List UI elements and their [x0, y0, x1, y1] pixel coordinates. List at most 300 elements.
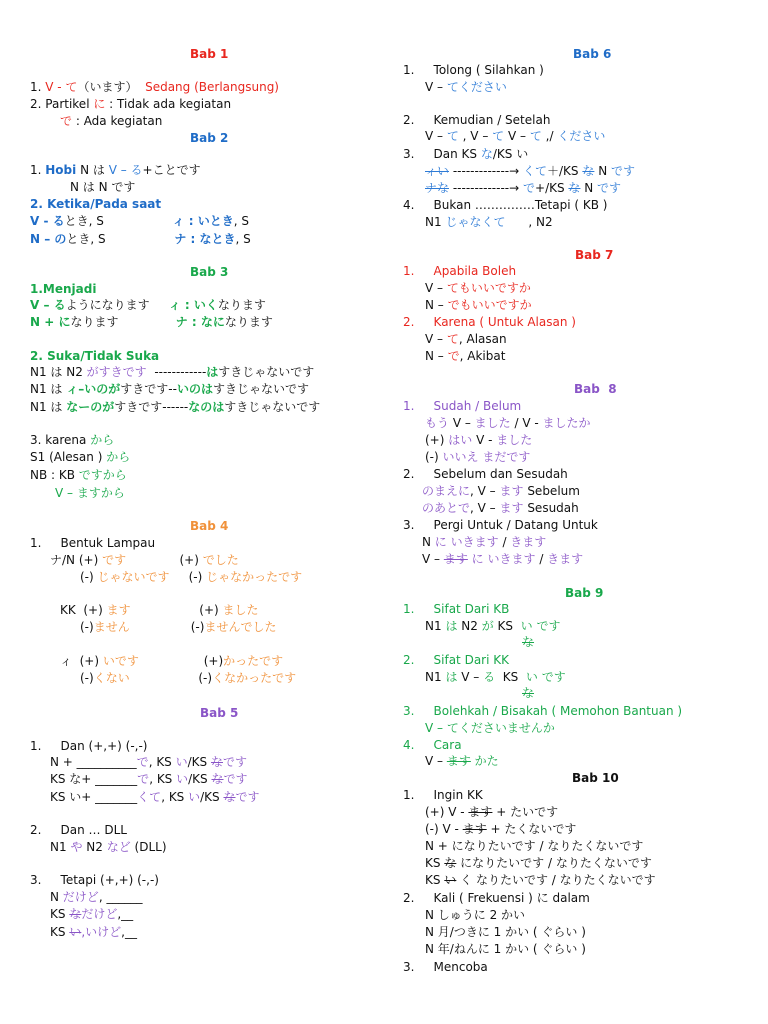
bab3-line-7-segment: すきじゃないです [224, 400, 321, 414]
bab5-line-6 [50, 839, 167, 855]
bab9-line-9-segment: Cara [433, 738, 462, 752]
bab9-line-2-segment: い です [520, 619, 561, 633]
bab6-line-1-segment: 1. Tolong ( Silahkan ) [403, 63, 544, 77]
bab9-line-2 [425, 618, 560, 634]
bab5-line-3-segment: /KS [188, 772, 212, 786]
bab7-line-3-segment: でもいいですか [447, 298, 532, 312]
bab-4-heading [190, 518, 228, 534]
bab-2-heading [190, 130, 228, 146]
bab5-line-10-segment: い [69, 925, 82, 939]
bab10-line-10 [425, 941, 586, 957]
bab4-line-6-segment: かったです [223, 654, 284, 668]
bab4-line-4-segment: KK (+) [60, 603, 107, 617]
bab1-line-1 [30, 79, 279, 95]
bab10-line-2-segment: (+) V - [425, 805, 469, 819]
bab3-line-10-segment: ですから [78, 468, 127, 482]
bab4-line-2 [50, 552, 239, 568]
bab2-line-4-segment: V - る [30, 214, 65, 228]
bab8-line-5-segment: 2. Sebelum dan Sesudah [403, 467, 568, 481]
bab-3-heading-segment: Bab 3 [190, 265, 229, 279]
bab4-line-4-segment: (+) [130, 603, 223, 617]
bab3-line-9 [30, 449, 130, 465]
bab3-line-3-segment: なります [224, 315, 273, 329]
bab5-line-10 [50, 924, 137, 940]
bab5-line-2-segment: , KS [148, 755, 176, 769]
bab8-line-2-segment: V – [449, 416, 475, 430]
bab5-line-3-segment: い [176, 772, 189, 786]
bab6-line-4-segment: て [529, 129, 542, 143]
bab9-line-5-segment: い です [525, 670, 566, 684]
bab8-line-1 [403, 398, 521, 414]
bab7-line-1-segment: 1. [403, 264, 434, 278]
bab6-line-6-segment: N [594, 164, 611, 178]
bab3-line-6-segment: すきです-- [120, 382, 177, 396]
bab9-line-9-segment: 4. [403, 738, 434, 752]
bab6-line-9 [425, 214, 553, 230]
bab7-line-5-segment: V – [425, 332, 447, 346]
bab-7-heading [575, 247, 613, 263]
bab2-line-1 [30, 162, 201, 178]
bab2-line-1-segment: +ことです [142, 163, 201, 177]
bab-3-heading [190, 264, 228, 280]
bab7-line-4 [403, 314, 576, 330]
bab10-line-8 [425, 907, 525, 923]
bab9-line-8 [425, 720, 555, 736]
bab10-line-11 [403, 959, 488, 975]
bab10-line-9 [425, 924, 586, 940]
bab10-line-2-segment: ます [468, 805, 493, 819]
bab-6-heading [573, 46, 611, 62]
bab4-line-2-segment: です [102, 553, 127, 567]
bab4-line-7 [80, 670, 296, 686]
bab1-line-3 [60, 113, 162, 129]
bab-1-heading [190, 46, 228, 62]
bab6-line-7-segment: +/KS [535, 181, 569, 195]
bab8-line-3-segment: はい [448, 433, 473, 447]
bab9-line-8-segment: V – てくださいませんか [425, 721, 555, 735]
bab2-line-1-segment: N は [76, 163, 109, 177]
bab1-line-2-segment: : Tidak ada kegiatan [105, 97, 232, 111]
bab9-line-6-segment: な [522, 686, 535, 700]
bab6-line-4-segment: ください [557, 129, 606, 143]
bab6-line-9-segment: じゃなくて [445, 215, 506, 229]
bab3-line-6 [30, 381, 309, 397]
bab9-line-2-segment: は [445, 619, 458, 633]
bab5-line-7-segment: 3. Tetapi (+,+) (-,-) [30, 873, 159, 887]
bab10-line-5-segment: な [444, 856, 457, 870]
bab8-line-9-segment: きます [510, 535, 547, 549]
bab1-line-2 [30, 96, 231, 112]
bab10-line-6-segment: く なりたいです / なりたくないです [456, 873, 656, 887]
bab6-line-7-segment: N [580, 181, 598, 195]
bab3-line-10-segment: NB : KB [30, 468, 79, 482]
bab9-line-5-segment: N1 [425, 670, 446, 684]
bab5-line-10-segment: ,__ [121, 925, 137, 939]
bab5-line-3 [50, 771, 248, 787]
bab2-line-3-segment: 2. Ketika/Pada saat [30, 197, 162, 211]
bab9-line-2-segment: が [481, 619, 494, 633]
bab4-line-2-segment: ナ/N (+) [50, 553, 103, 567]
bab5-line-4-segment: い [188, 790, 201, 804]
bab8-line-9 [422, 534, 546, 550]
bab7-line-6-segment: , Akibat [459, 349, 506, 363]
bab8-line-6-segment: Sebelum [523, 484, 580, 498]
bab6-line-3-segment: 2. Kemudian / Setelah [403, 113, 551, 127]
bab5-line-8-segment: N [50, 890, 63, 904]
bab9-line-7-segment: Bolehkah / Bisakah ( Memohon Bantuan ) [433, 704, 683, 718]
bab5-line-4-segment: です [235, 790, 260, 804]
bab6-line-1 [403, 62, 544, 78]
bab1-line-2-segment: 2. Partikel [30, 97, 94, 111]
bab3-line-7-segment: なーのが [66, 400, 115, 414]
bab2-line-2 [70, 179, 135, 195]
bab2-line-4-segment: ィ : いとき [172, 214, 234, 228]
bab1-line-1-segment: Sedang (Berlangsung) [137, 80, 279, 94]
bab9-line-7-segment: 3. [403, 704, 434, 718]
bab5-line-4-segment: , KS [161, 790, 189, 804]
bab8-line-9-segment: / [498, 535, 511, 549]
bab8-line-8-segment: 3. Pergi Untuk / Datang Untuk [403, 518, 598, 532]
bab9-line-3 [522, 634, 534, 650]
bab7-line-3-segment: N – [425, 298, 448, 312]
bab4-line-7-segment: くなかったです [212, 671, 297, 685]
bab3-line-3-segment: ナ : なに [175, 315, 225, 329]
bab-2-heading-segment: Bab 2 [190, 131, 229, 145]
bab7-line-2-segment: てもいいですか [446, 281, 531, 295]
bab9-line-7 [403, 703, 682, 719]
bab9-line-2-segment: KS [493, 619, 521, 633]
bab5-line-8 [50, 889, 142, 905]
bab4-line-7-segment: (-) [129, 671, 213, 685]
bab6-line-9-segment: N1 [425, 215, 446, 229]
bab10-line-1 [403, 787, 483, 803]
bab4-line-6-segment: ィ (+) [60, 654, 103, 668]
bab10-line-8-segment: N しゅうに 2 かい [425, 908, 526, 922]
bab8-line-10-segment: ます [443, 552, 468, 566]
bab5-line-1 [30, 738, 147, 754]
bab4-line-1 [30, 535, 155, 551]
bab6-line-4-segment: て [492, 129, 505, 143]
bab8-line-7-segment: Sesudah [523, 501, 579, 515]
bab8-line-2-segment: ました [474, 416, 511, 430]
bab10-line-9-segment: N 月/つきに 1 かい ( ぐらい ) [425, 925, 586, 939]
bab4-line-1-segment: 1. Bentuk Lampau [30, 536, 156, 550]
bab3-line-5-segment: がすきです [86, 365, 147, 379]
bab-9-heading [565, 585, 603, 601]
bab6-line-6-segment: ＋/KS [547, 164, 583, 178]
bab-9-heading-segment: Bab 9 [565, 586, 604, 600]
bab4-line-2-segment: でした [202, 553, 239, 567]
bab-4-heading-segment: Bab 4 [190, 519, 229, 533]
bab9-line-1-segment: Sifat Dari KB [433, 602, 510, 616]
bab3-line-5-segment: ------------ [146, 365, 207, 379]
bab9-line-2-segment: N1 [425, 619, 446, 633]
bab3-line-6-segment: ィ–いのが [66, 382, 121, 396]
bab5-line-6-segment: N1 [50, 840, 71, 854]
bab1-line-1-segment: （います） [77, 80, 138, 94]
bab2-line-5 [30, 231, 251, 247]
bab8-line-8 [403, 517, 598, 533]
bab2-line-4-segment: とき, S [64, 214, 173, 228]
bab4-line-2-segment: (+) [126, 553, 203, 567]
bab6-line-5-segment: /KS い [492, 147, 529, 161]
bab6-line-4-segment: , V – [458, 129, 493, 143]
bab3-line-3-segment: N + に [30, 315, 71, 329]
bab10-line-6 [425, 872, 656, 888]
bab4-line-7-segment: くない [93, 671, 130, 685]
bab8-line-10-segment: に いきます [467, 552, 536, 566]
bab7-line-5-segment: , Alasan [458, 332, 507, 346]
bab6-line-7-segment: な [568, 181, 581, 195]
bab5-line-7 [30, 872, 159, 888]
bab5-line-4 [50, 789, 260, 805]
bab1-line-3-segment: : Ada kegiatan [72, 114, 163, 128]
bab8-line-2-segment: もう [425, 416, 450, 430]
bab10-line-3-segment: ます [462, 822, 487, 836]
bab8-line-7-segment: のあとで [422, 501, 471, 515]
bab6-line-5 [403, 146, 528, 162]
bab2-line-4 [30, 213, 249, 229]
bab3-line-11 [55, 485, 125, 501]
bab2-line-5-segment: N – の [30, 232, 67, 246]
bab8-line-10-segment: / [535, 552, 548, 566]
bab1-line-2-segment: に [93, 97, 106, 111]
bab5-line-6-segment: や [70, 840, 83, 854]
bab5-line-2-segment: です [223, 755, 248, 769]
bab5-line-8-segment: だけど [62, 890, 99, 904]
bab8-line-1-segment: 1. [403, 399, 434, 413]
bab7-line-5 [425, 331, 507, 347]
bab4-line-6 [60, 653, 283, 669]
bab3-line-2-segment: ィ : いく [168, 298, 218, 312]
bab6-line-6-segment: な [582, 164, 595, 178]
bab-1-heading-segment: Bab 1 [190, 47, 229, 61]
bab1-line-1-segment: 1. [30, 80, 46, 94]
bab6-line-6-segment: ィい [425, 164, 450, 178]
bab3-line-7-segment: なのは [188, 400, 225, 414]
bab2-line-3 [30, 196, 161, 212]
bab2-line-1-segment: Hobi [45, 163, 77, 177]
bab9-line-5-segment: V – [457, 670, 484, 684]
bab9-line-3-segment: な [522, 635, 535, 649]
bab10-line-2 [425, 804, 558, 820]
bab5-line-6-segment: など [106, 840, 131, 854]
bab10-line-3-segment: (-) V - [425, 822, 463, 836]
bab8-line-6-segment: のまえに [422, 484, 471, 498]
bab5-line-3-segment: です [223, 772, 248, 786]
bab3-line-9-segment: S1 (Alesan ) [30, 450, 107, 464]
bab2-line-5-segment: ナ : なとき [174, 232, 236, 246]
bab3-line-1-segment: 1.Menjadi [30, 282, 97, 296]
bab10-line-3-segment: + たくないです [486, 822, 577, 836]
bab5-line-1-segment: 1. Dan (+,+) (-,-) [30, 739, 148, 753]
bab6-line-5-segment: 3. Dan KS [403, 147, 481, 161]
bab2-line-1-segment: 1. [30, 163, 46, 177]
bab3-line-4-segment: 2. Suka/Tidak Suka [30, 349, 160, 363]
bab5-line-4-segment: くて [137, 790, 162, 804]
bab8-line-4-segment: (-) [425, 450, 443, 464]
bab5-line-5 [30, 822, 127, 838]
bab7-line-2 [425, 280, 531, 296]
bab10-line-6-segment: KS [425, 873, 445, 887]
bab7-line-6-segment: N – [425, 349, 448, 363]
bab5-line-5-segment: 2. Dan … DLL [30, 823, 127, 837]
bab4-line-6-segment: いです [102, 654, 139, 668]
bab3-line-7 [30, 399, 320, 415]
bab6-line-4-segment: V – [425, 129, 447, 143]
bab9-line-5-segment: る [483, 670, 496, 684]
bab3-line-5-segment: N1 は N2 [30, 365, 87, 379]
bab-5-heading-segment: Bab 5 [200, 706, 239, 720]
bab6-line-7-segment: です [597, 181, 622, 195]
bab6-line-4 [425, 128, 605, 144]
bab-8-heading [574, 381, 617, 397]
bab9-line-2-segment: N2 [457, 619, 482, 633]
bab8-line-4 [425, 449, 530, 465]
bab5-line-4-segment: KS い+ _______ [50, 790, 138, 804]
bab9-line-1 [403, 601, 509, 617]
bab5-line-10-segment: ,いけど [81, 925, 122, 939]
bab2-line-2-segment: N は N です [70, 180, 136, 194]
bab5-line-2 [50, 754, 247, 770]
bab7-line-6 [425, 348, 505, 364]
bab6-line-7-segment: ナな [425, 181, 450, 195]
bab6-line-7 [425, 180, 621, 196]
bab-10-heading-segment: Bab 10 [572, 771, 619, 785]
bab4-line-5-segment: ませんでした [204, 620, 277, 634]
bab8-line-5 [403, 466, 568, 482]
bab6-line-7-segment: で [523, 181, 536, 195]
bab9-line-5-segment: KS [495, 670, 526, 684]
bab9-line-6 [522, 685, 534, 701]
bab3-line-10 [30, 467, 127, 483]
bab10-line-2-segment: + たいです [492, 805, 559, 819]
bab6-line-5-segment: な [480, 147, 493, 161]
bab10-line-7 [403, 890, 590, 906]
bab9-line-10-segment: かた [470, 754, 499, 768]
bab4-line-5-segment: ません [93, 620, 130, 634]
bab8-line-9-segment: に いきます [434, 535, 499, 549]
bab5-line-9-segment: ,__ [117, 907, 134, 921]
bab8-line-7-segment: ます [499, 501, 524, 515]
bab6-line-8-segment: 4. Bukan ……………Tetapi ( KB ) [403, 198, 608, 212]
bab4-line-6-segment: (+) [138, 654, 224, 668]
bab10-line-5-segment: KS [425, 856, 445, 870]
bab3-line-8-segment: から [90, 433, 115, 447]
bab8-line-2-segment: ましたか [542, 416, 591, 430]
bab9-line-1-segment: 1. [403, 602, 434, 616]
bab6-line-2-segment: てください [446, 80, 507, 94]
bab3-line-3-segment: なります [70, 315, 176, 329]
bab2-line-5-segment: とき, S [66, 232, 175, 246]
bab10-line-10-segment: N 年/ねんに 1 かい ( ぐらい ) [425, 942, 586, 956]
bab8-line-10 [422, 551, 583, 567]
bab2-line-5-segment: , S [235, 232, 251, 246]
bab4-line-3-segment: じゃなかったです [206, 570, 303, 584]
bab2-line-4-segment: , S [233, 214, 249, 228]
bab-5-heading [200, 705, 238, 721]
bab1-line-3-segment: で [60, 114, 73, 128]
bab5-line-2-segment: い [175, 755, 188, 769]
bab8-line-10-segment: きます [547, 552, 584, 566]
bab6-line-4-segment: V – [504, 129, 530, 143]
bab6-line-6 [425, 163, 635, 179]
bab3-line-7-segment: すきです------ [114, 400, 189, 414]
bab7-line-6-segment: で [447, 349, 460, 363]
bab4-line-3 [80, 569, 302, 585]
bab3-line-2-segment: ようになります [65, 298, 169, 312]
bab8-line-3-segment: ました [496, 433, 533, 447]
bab5-line-9 [50, 906, 133, 922]
bab4-line-5-segment: (-) [80, 620, 94, 634]
bab5-line-9-segment: な [69, 907, 82, 921]
bab3-line-5 [30, 364, 314, 380]
bab6-line-2 [425, 79, 507, 95]
bab8-line-3-segment: V - [472, 433, 497, 447]
bab8-line-6-segment: ます [499, 484, 524, 498]
bab7-line-5-segment: て [446, 332, 459, 346]
bab8-line-2-segment: / V - [510, 416, 543, 430]
bab5-line-2-segment: で [136, 755, 149, 769]
bab10-line-3 [425, 821, 576, 837]
bab6-line-6-segment: くて [523, 164, 548, 178]
bab10-line-7-segment: 2. Kali ( Frekuensi ) に dalam [403, 891, 590, 905]
bab3-line-9-segment: から [106, 450, 131, 464]
bab10-line-6-segment: い [444, 873, 457, 887]
bab5-line-9-segment: KS [50, 907, 70, 921]
bab5-line-9-segment: だけど [81, 907, 118, 921]
bab9-line-5 [425, 669, 566, 685]
bab4-line-4 [60, 602, 259, 618]
bab3-line-2-segment: なります [217, 298, 266, 312]
bab6-line-4-segment: ,/ [541, 129, 558, 143]
bab5-line-4-segment: な [223, 790, 236, 804]
bab8-line-3 [425, 432, 532, 448]
bab5-line-2-segment: /KS [187, 755, 211, 769]
bab9-line-10-segment: V – [425, 754, 447, 768]
bab-10-heading [572, 770, 619, 786]
bab3-line-6-segment: いのは [176, 382, 213, 396]
bab6-line-9-segment: , N2 [505, 215, 553, 229]
bab7-line-1-segment: Apabila Boleh [433, 264, 517, 278]
bab6-line-6-segment: -------------→ [449, 164, 523, 178]
bab3-line-5-segment: すきじゃないです [218, 365, 315, 379]
bab5-line-4-segment: /KS [200, 790, 224, 804]
bab9-line-9 [403, 737, 462, 753]
bab5-line-6-segment: N2 [82, 840, 107, 854]
bab6-line-7-segment: -------------→ [449, 181, 523, 195]
bab5-line-2-segment: N + __________ [50, 755, 137, 769]
bab10-line-4 [425, 838, 643, 854]
bab3-line-11-segment: V – ますから [55, 486, 125, 500]
bab3-line-6-segment: すきじゃないです [212, 382, 309, 396]
bab5-line-2-segment: な [210, 755, 223, 769]
bab3-line-2 [30, 297, 266, 313]
bab8-line-7 [422, 500, 579, 516]
bab9-line-4 [403, 652, 509, 668]
bab3-line-3 [30, 314, 273, 330]
bab4-line-4-segment: ます [106, 603, 131, 617]
bab4-line-5 [80, 619, 276, 635]
bab8-line-3-segment: (+) [425, 433, 449, 447]
bab3-line-8 [30, 432, 114, 448]
bab6-line-6-segment: です [611, 164, 636, 178]
bab6-line-2-segment: V – [425, 80, 447, 94]
bab7-line-1 [403, 263, 516, 279]
bab1-line-1-segment: V - て [45, 80, 78, 94]
bab3-line-8-segment: 3. karena [30, 433, 91, 447]
bab9-line-4-segment: 2. [403, 653, 434, 667]
